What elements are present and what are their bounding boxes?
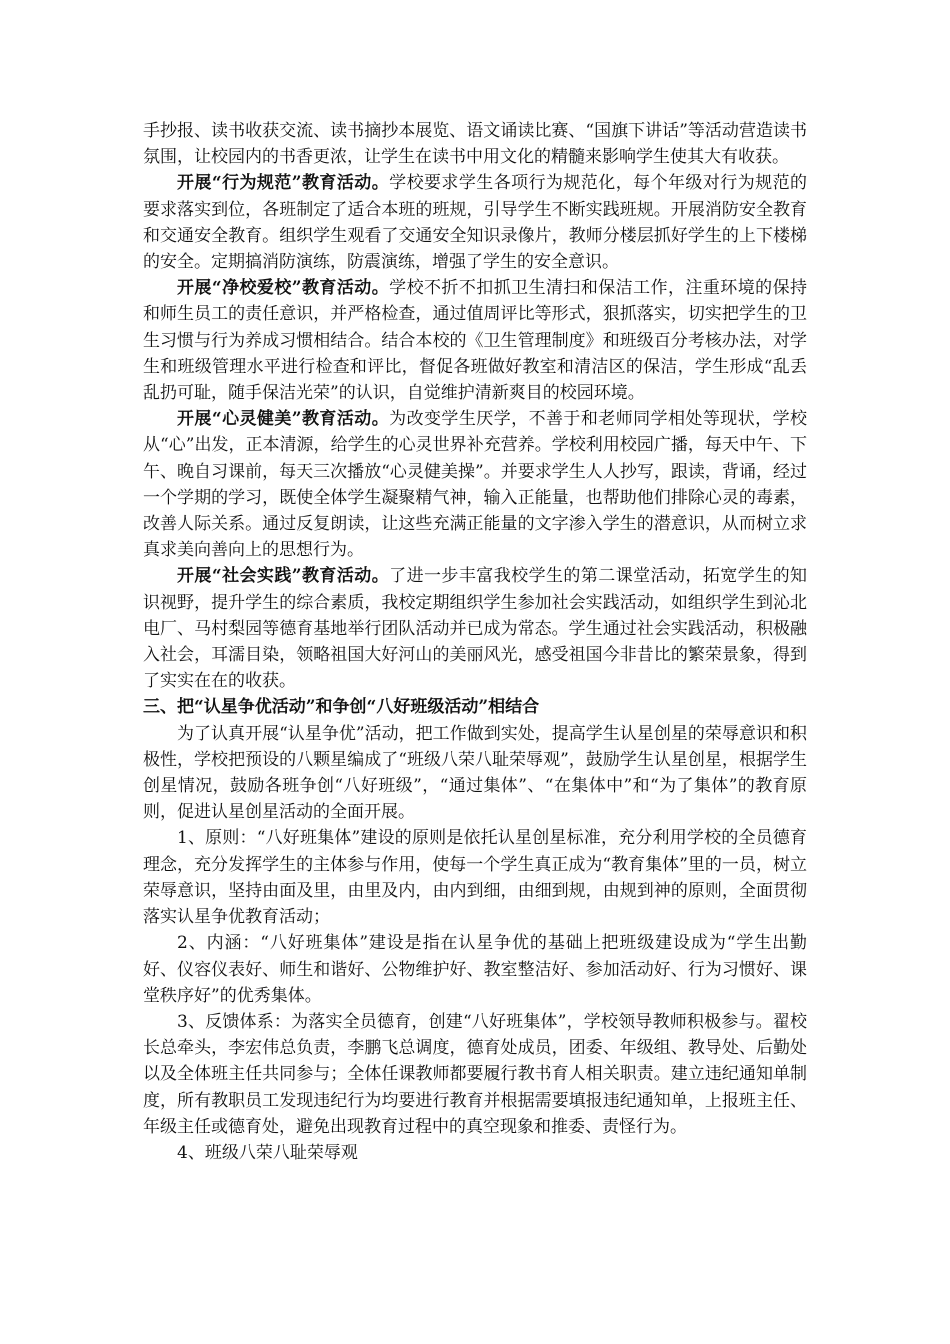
paragraph-social-practice <box>143 563 807 694</box>
paragraph-lead: 开展“行为规范”教育活动。 <box>177 173 390 194</box>
section-heading: 三、把“认星争优活动”和争创“八好班级活动”相结合 <box>143 697 540 718</box>
section-paragraph-intro: 为了认真开展“认星争优”活动，把工作做到实处，提高学生认星创星的荣辱意识和积极性，学校把预设的八颗星编成了“班级八荣八耻荣辱观”，鼓励学生认星创星，根据学生创星情况，鼓励各班争创“八好班级”，“通过集体”、“在集体中”和“为了集体”的教育原则，促进认星创星活动的全面开展。 <box>143 723 807 823</box>
paragraph-mind-health <box>143 406 807 563</box>
section-paragraph-connotation: 2、内涵：“八好班集体”建设是指在认星争优的基础上把班级建设成为“学生出勤好、仪容仪表好、师生和谐好、公物维护好、教室整洁好、参加活动好、行为习惯好、课堂秩序好”的优秀集体。 <box>143 933 807 1006</box>
paragraph-clean-campus <box>143 275 807 406</box>
paragraph-behavior-norms <box>143 170 807 275</box>
paragraph-lead: 开展“社会实践”教育活动。 <box>177 566 390 587</box>
section-paragraph-feedback: 3、反馈体系：为落实全员德育，创建“八好班集体”，学校领导教师积极参与。翟校长总牵头，李宏伟总负责，李鹏飞总调度，德育处成员，团委、年级组、教导处、后勤处以及全体班主任共同参与；全体任课教师都要履行教书育人相关职责。建立违纪通知单制度，所有教职员工发现违纪行为均要进行教育并根据需要填报违纪通知单，上报班主任、年级主任或德育处，避免出现教育过程中的真空现象和推委、责怪行为。 <box>143 1011 807 1137</box>
paragraph-lead: 开展“净校爱校”教育活动。 <box>177 278 390 299</box>
paragraph-text: 为改变学生厌学，不善于和老师同学相处等现状，学校从“心”出发，正本清源，给学生的心灵世界补充营养。学校利用校园广播，每天中午、下午、晚自习课前，每天三次播放“心灵健美操”。并要求学生人人抄写，跟读，背诵，经过一个学期的学习，既使全体学生凝聚精气神，输入正能量，也帮助他们排除心灵的毒素，改善人际关系。通过反复朗读，让这些充满正能量的文字渗入学生的潜意识，从而树立求真求美向善向上的思想行为。 <box>143 409 808 561</box>
paragraph-text: 学校要求学生各项行为规范化，每个年级对行为规范的要求落实到位，各班制定了适合本班的班规，引导学生不断实践班规。开展消防安全教育和交通安全教育。组织学生观看了交通安全知识录像片，教师分楼层抓好学生的上下楼梯的安全。定期搞消防演练，防震演练，增强了学生的安全意识。 <box>143 173 808 273</box>
section-paragraph-honor-list: 4、班级八荣八耻荣辱观 <box>177 1142 358 1163</box>
paragraph-text: 了进一步丰富我校学生的第二课堂活动，拓宽学生的知识视野，提升学生的综合素质，我校定期组织学生参加社会实践活动，如组织学生到沁北电厂、马村梨园等德育基地举行团队活动并已成为常态。学生通过社会实践活动，积极融入社会，耳濡目染，领略祖国大好河山的美丽风光，感受祖国今非昔比的繁荣景象，得到了实实在在的收获。 <box>143 566 808 692</box>
section-paragraph-principle: 1、原则：“八好班集体”建设的原则是依托认星创星标准，充分利用学校的全员德育理念，充分发挥学生的主体参与作用，使每一个学生真正成为“教育集体”里的一员，树立荣辱意识，坚持由面及里，由里及内，由内到细，由细到规，由规到神的原则，全面贯彻落实认星争优教育活动； <box>143 828 807 928</box>
paragraph-text: 学校不折不扣抓卫生清扫和保洁工作，注重环境的保持和师生员工的责任意识，并严格检查，通过值周评比等形式，狠抓落实，切实把学生的卫生习惯与行为养成习惯相结合。结合本校的《卫生管理制度》和班级百分考核办法，对学生和班级管理水平进行检查和评比，督促各班做好教室和清洁区的保洁，学生形成“乱丢乱扔可耻，随手保洁光荣”的认识，自觉维护清新爽目的校园环境。 <box>143 278 808 404</box>
paragraph-reading-atmosphere <box>143 118 807 170</box>
paragraph-lead: 开展“心灵健美”教育活动。 <box>177 409 390 430</box>
paragraph-text: 手抄报、读书收获交流、读书摘抄本展览、语文诵读比赛、“国旗下讲话”等活动营造读书氛围，让校园内的书香更浓，让学生在读书中用文化的精髓来影响学生使其大有收获。 <box>143 121 807 168</box>
document-page <box>143 118 807 1166</box>
